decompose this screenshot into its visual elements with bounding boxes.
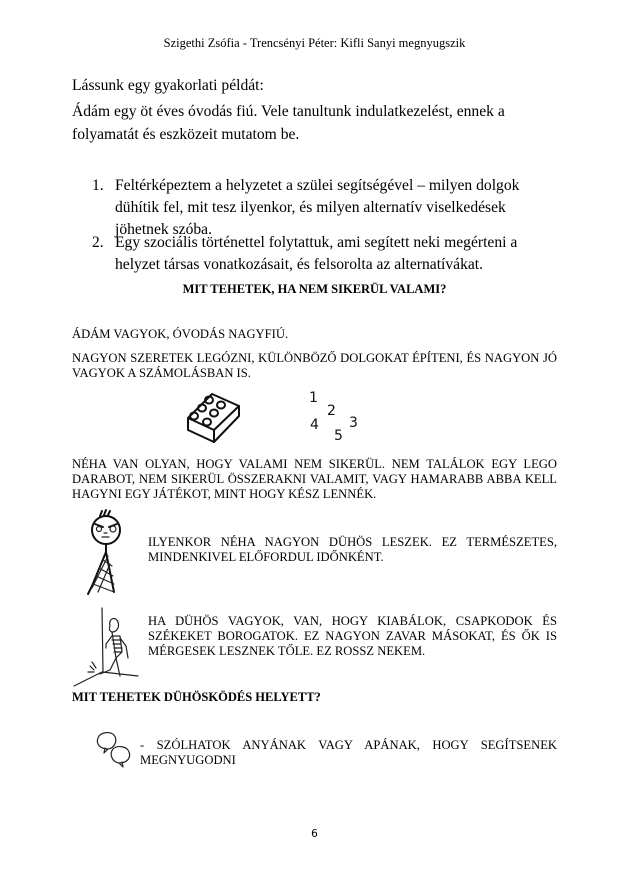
- step-number: 1.: [92, 177, 104, 194]
- story-line: HA DÜHÖS VAGYOK, VAN, HOGY KIABÁLOK, CSAPKODOK ÉS SZÉKEKET BOROGATOK. EZ NAGYON ZAVAR MÁSOKAT, ÉS ŐK IS MÉRGESEK LESZNEK TŐLE. EZ ROSSZ NEKEM.: [148, 614, 557, 658]
- step-number: 2.: [92, 234, 104, 251]
- story-line: - SZÓLHATOK ANYÁNAK VAGY APÁNAK, HOGY SEGÍTSENEK MEGNYUGODNI: [140, 738, 557, 767]
- lego-brick-icon: [184, 388, 244, 446]
- story-line: ÁDÁM VAGYOK, ÓVODÁS NAGYFIÚ.: [72, 327, 289, 341]
- intro-lead: Lássunk egy gyakorlati példát:: [72, 77, 264, 94]
- angry-boy-icon: [82, 508, 132, 596]
- speech-bubbles-icon: [94, 729, 134, 769]
- number-digit: 4: [310, 417, 319, 433]
- intro-paragraph: Ádám egy öt éves óvodás fiú. Vele tanultunk indulatkezelést, ennek a folyamatát és eszközeit mutatom be.: [72, 103, 505, 143]
- step-text: Egy szociális történettel folytattuk, ami segített neki megérteni a helyzet társas vonatkozásait, és felsorolta az alternatívákat.: [115, 234, 518, 273]
- story-subtitle: MIT TEHETEK DÜHÖSKÖDÉS HELYETT?: [72, 690, 321, 704]
- number-digit: 3: [349, 415, 358, 431]
- page-number: 6: [311, 828, 318, 840]
- story-line: ILYENKOR NÉHA NAGYON DÜHÖS LESZEK. EZ TERMÉSZETES, MINDENKIVEL ELŐFORDUL IDŐNKÉNT.: [148, 535, 557, 564]
- step-text: Feltérképeztem a helyzetet a szülei segítségével – milyen dolgok dühítik fel, mit tesz ilyenkor, és milyen alternatív viselkedések jöhetnek szóba.: [115, 177, 520, 238]
- number-digit: 2: [327, 403, 336, 419]
- story-title: MIT TEHETEK, HA NEM SIKERÜL VALAMI?: [182, 282, 447, 296]
- step-item: [92, 232, 552, 276]
- running-header: Szigethi Zsófia - Trencsényi Péter: Kifli Sanyi megnyugszik: [163, 36, 466, 50]
- number-digit: 1: [309, 390, 318, 406]
- story-line: NAGYON SZERETEK LEGÓZNI, KÜLÖNBÖZŐ DOLGOKAT ÉPÍTENI, ÉS NAGYON JÓ VAGYOK A SZÁMOLÁSBAN IS.: [72, 351, 557, 380]
- kicking-boy-icon: [72, 606, 142, 686]
- number-digit: 5: [334, 428, 343, 444]
- story-line: NÉHA VAN OLYAN, HOGY VALAMI NEM SIKERÜL. NEM TALÁLOK EGY LEGO DARABOT, NEM SIKERÜL ÖSSZERAKNI VALAMIT, VAGY HAMARABB ABBA KELL HAGYNI EGY JÁTÉKOT, MINT HOGY KÉSZ LENNÉK.: [72, 457, 557, 501]
